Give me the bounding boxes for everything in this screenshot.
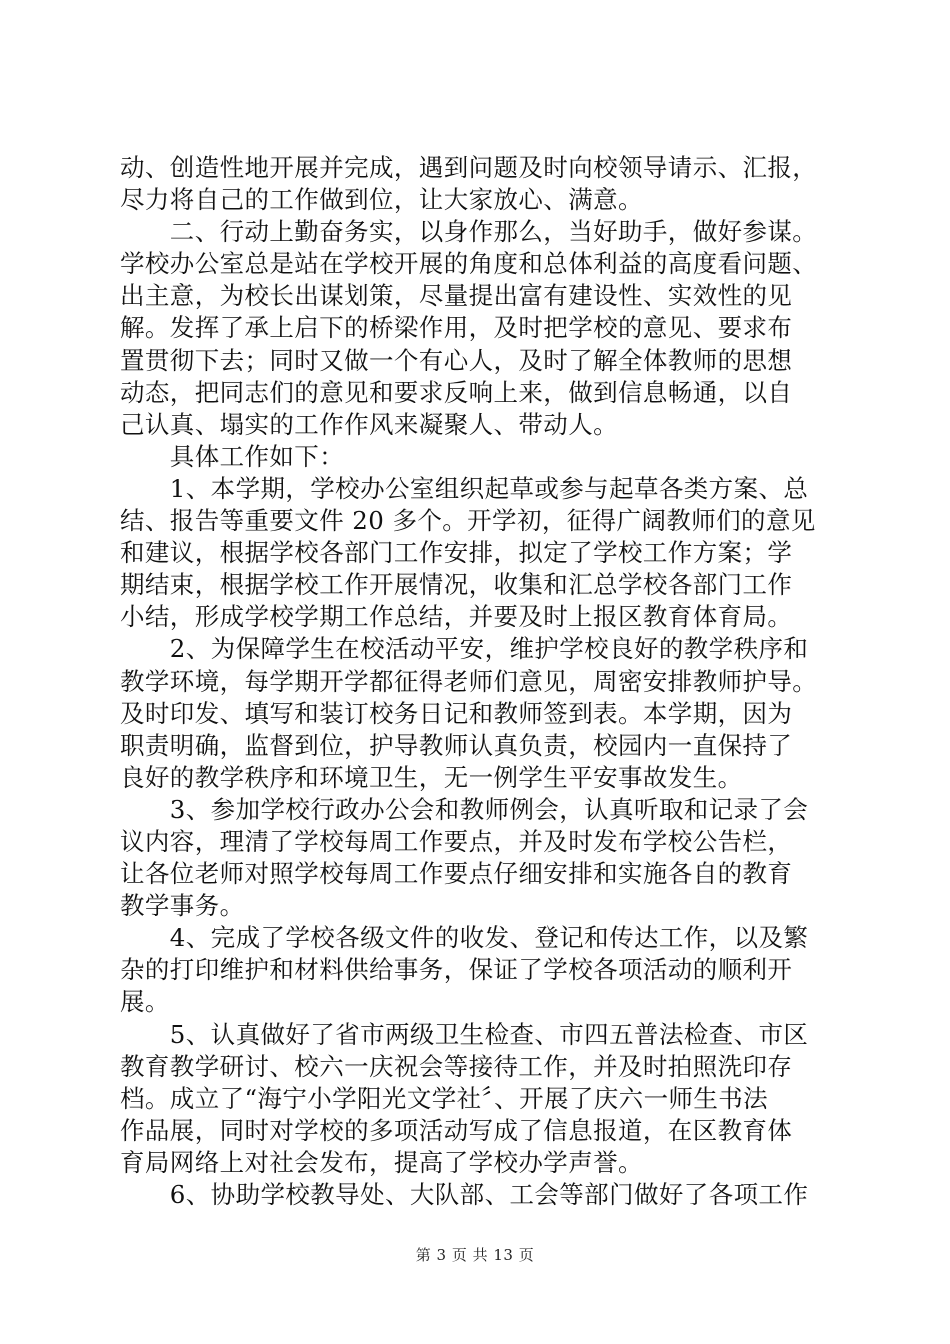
text-line: 2、为保障学生在校活动平安，维护学校良好的教学秩序和	[120, 634, 809, 664]
text-line: 置贯彻下去；同时又做一个有心人，及时了解全体教师的思想	[120, 345, 793, 375]
text-line: 作品展，同时对学校的多项活动写成了信息报道，在区教育体	[120, 1115, 793, 1145]
text-line: 学校办公室总是站在学校开展的角度和总体利益的高度看问题、	[120, 249, 818, 279]
text-line: 杂的打印维护和材料供给事务，保证了学校各项活动的顺利开	[120, 955, 793, 985]
text-line: 己认真、塌实的工作作风来凝聚人、带动人。	[120, 409, 618, 439]
text-line: 动态，把同志们的意见和要求反响上来，做到信息畅通，以自	[120, 377, 793, 407]
text-line: 教育教学研讨、校六一庆祝会等接待工作，并及时拍照洗印存	[120, 1051, 793, 1081]
text-line: 小结，形成学校学期工作总结，并要及时上报区教育体育局。	[120, 602, 793, 632]
page-footer: 第 3 页 共 13 页	[415, 1246, 535, 1264]
text-line: 6、协助学校教导处、大队部、工会等部门做好了各项工作	[120, 1180, 809, 1209]
text-line: 1、本学期，学校办公室组织起草或参与起草各类方案、总	[120, 473, 809, 503]
text-line: 育局网络上对社会发布，提高了学校办学声誉。	[120, 1147, 643, 1177]
text-line: 具体工作如下：	[120, 441, 345, 471]
text-line: 教学环境，每学期开学都征得老师们意见，周密安排教师护导。	[120, 666, 818, 696]
text-line: 5、认真做好了省市两级卫生检查、市四五普法检查、市区	[120, 1019, 809, 1049]
text-line: 结、报告等重要文件 20 多个。开学初，征得广阔教师们的意见	[120, 506, 816, 536]
text-line: 展。	[120, 987, 170, 1017]
text-line: 3、参加学校行政办公会和教师例会，认真听取和记录了会	[120, 794, 809, 824]
text-line: 尽力将自己的工作做到位，让大家放心、满意。	[120, 185, 643, 215]
text-line: 动、创造性地开展并完成，遇到问题及时向校领导请示、汇报，	[120, 153, 818, 182]
text-line: 职责明确，监督到位，护导教师认真负责，校园内一直保持了	[120, 730, 793, 760]
text-line: 二、行动上勤奋务实，以身作那么，当好助手，做好参谋。	[120, 217, 818, 247]
text-line: 及时印发、填写和装订校务日记和教师签到表。本学期，因为	[120, 698, 793, 728]
text-line: 4、完成了学校各级文件的收发、登记和传达工作，以及繁	[120, 923, 809, 953]
text-line: 期结束，根据学校工作开展情况，收集和汇总学校各部门工作	[120, 570, 793, 600]
text-line: 出主意，为校长出谋划策，尽量提出富有建设性、实效性的见	[120, 281, 793, 311]
text-line: 解。发挥了承上启下的桥梁作用，及时把学校的意见、要求布	[120, 313, 793, 343]
text-line: 让各位老师对照学校每周工作要点仔细安排和实施各自的教育	[120, 859, 793, 889]
text-line: 教学事务。	[120, 891, 245, 921]
text-line: 良好的教学秩序和环境卫生，无一例学生平安事故发生。	[120, 762, 743, 792]
document-body	[120, 152, 855, 1211]
text-line: 议内容，理清了学校每周工作要点，并及时发布学校公告栏，	[120, 826, 793, 856]
text-line: 和建议，根据学校各部门工作安排，拟定了学校工作方案；学	[120, 538, 793, 568]
text-line: 档。成立了“海宁小学阳光文学社〞、开展了庆六一师生书法	[120, 1083, 769, 1113]
